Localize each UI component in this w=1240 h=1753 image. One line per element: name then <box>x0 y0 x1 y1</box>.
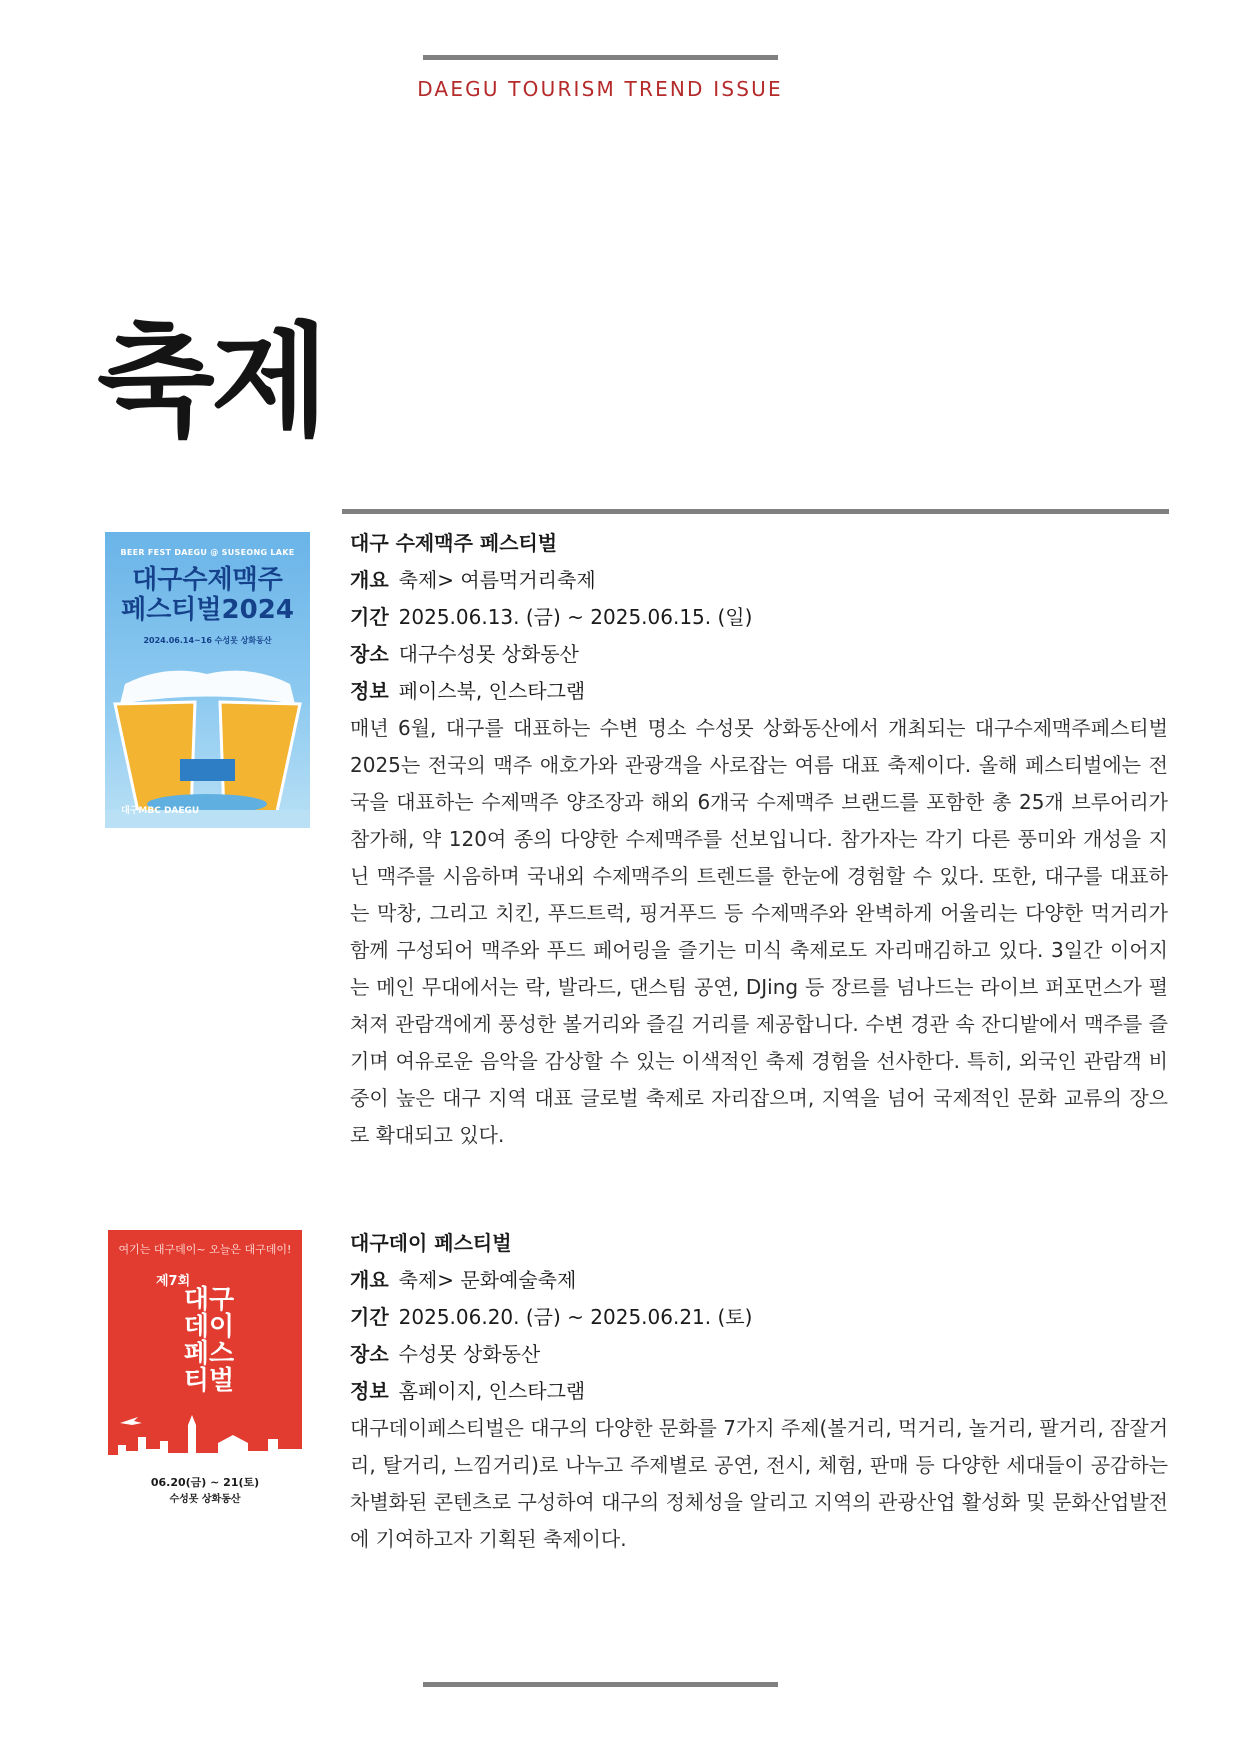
festival-description: 매년 6월, 대구를 대표하는 수변 명소 수성못 상화동산에서 개최되는 대구수제맥주페스티벌 2025는 전국의 맥주 애호가와 관광객을 사로잡는 여름 대표 축제이다. 올해 페스티벌에는 전국을 대표하는 수제맥주 양조장과 해외 6개국 수제맥주 브랜드를 포함한 총 25개 브루어리가 참가해, 약 120여 종의 다양한 수제맥주를 선보입니다. 참가자는 각기 다른 풍미와 개성을 지닌 맥주를 시음하며 국내외 수제맥주의 트렌드를 한눈에 경험할 수 있다. 또한, 대구를 대표하는 막창, 그리고 치킨, 푸드트럭, 핑거푸드 등 수제맥주와 완벽하게 어울리는 다양한 먹거리가 함께 구성되어 맥주와 푸드 페어링을 즐기는 미식 축제로도 자리매김하고 있다. 3일간 이어지는 메인 무대에서는 락, 발라드, 댄스팀 공연, DJing 등 장르를 넘나드는 라이브 퍼포먼스가 펼쳐져 관람객에게 풍성한 볼거리와 즐길 거리를 제공합니다. 수변 경관 속 잔디밭에서 맥주를 즐기며 여유로운 음악을 감상할 수 있는 이색적인 축제 경험을 선사한다. 특히, 외국인 관람객 비중이 높은 대구 지역 대표 글로벌 축제로 자리잡으며, 지역을 넘어 국제적인 문화 교류의 장으로 확대되고 있다. <box>350 716 1168 1147</box>
poster-top-text: BEER FEST DAEGU @ SUSEONG LAKE <box>120 548 295 557</box>
overview-value: 축제> 문화예술축제 <box>398 1268 577 1292</box>
poster-title-line: 대구수제맥주 <box>132 565 283 595</box>
section-title: 축제 <box>97 311 325 453</box>
poster-title-line: 데이 <box>183 1312 235 1342</box>
period-value: 2025.06.20. (금) ~ 2025.06.21. (토) <box>398 1305 753 1329</box>
beer-festival-poster-image <box>105 532 310 828</box>
issue-header: DAEGU TOURISM TREND ISSUE <box>417 77 783 101</box>
info-label: 정보 <box>350 679 389 703</box>
period-label: 기간 <box>350 1305 389 1329</box>
overview-value: 축제> 여름먹거리축제 <box>398 568 596 592</box>
poster-date: 2024.06.14~16 수성못 상화동산 <box>143 636 272 645</box>
overview-row <box>350 562 1168 599</box>
festival-entry <box>350 1225 1168 1558</box>
period-value: 2025.06.13. (금) ~ 2025.06.15. (일) <box>398 605 753 629</box>
festival-name: 대구 수제맥주 페스티벌 <box>350 531 558 555</box>
poster-edition: 제7회 <box>156 1274 191 1289</box>
daegu-day-festival-poster-image <box>108 1230 302 1526</box>
info-value: 홈페이지, 인스타그램 <box>398 1379 586 1403</box>
info-value: 페이스북, 인스타그램 <box>398 679 586 703</box>
place-row <box>350 636 1168 673</box>
overview-row <box>350 1262 1168 1299</box>
section-divider <box>342 509 1169 514</box>
info-row <box>350 673 1168 710</box>
poster-title-line: 티벌 <box>183 1366 235 1396</box>
period-label: 기간 <box>350 605 389 629</box>
festival-name: 대구데이 페스티벌 <box>350 1231 512 1255</box>
info-label: 정보 <box>350 1379 389 1403</box>
overview-label: 개요 <box>350 1268 389 1292</box>
place-row <box>350 1336 1168 1373</box>
poster-title-line: 페스 <box>183 1339 235 1369</box>
period-row <box>350 1299 1168 1336</box>
beer-glasses-illustration <box>105 644 310 828</box>
place-label: 장소 <box>350 642 389 666</box>
top-divider <box>423 55 778 60</box>
poster-title <box>154 1287 264 1395</box>
place-value: 대구수성못 상화동산 <box>398 642 579 666</box>
place-value: 수성못 상화동산 <box>398 1342 541 1366</box>
place-label: 장소 <box>350 1342 389 1366</box>
bottom-divider <box>423 1682 778 1687</box>
poster-title <box>105 565 310 625</box>
poster-venue: 수성못 상화동산 <box>169 1494 241 1505</box>
poster-footer: 대구MBC DAEGU <box>121 806 200 816</box>
poster-top-text: 여기는 대구데이~ 오늘은 대구데이! <box>118 1243 292 1256</box>
period-row <box>350 599 1168 636</box>
festival-entry <box>350 525 1168 1154</box>
festival-description: 대구데이페스티벌은 대구의 다양한 문화를 7가지 주제(볼거리, 먹거리, 놀거리, 팔거리, 잠잘거리, 탈거리, 느낌거리)로 나누고 주제별로 공연, 전시, 체험, 판매 등 다양한 세대들이 공감하는 차별화된 콘텐츠로 구성하여 대구의 정체성을 알리고 지역의 관광산업 활성화 및 문화산업발전에 기여하고자 기획된 축제이다. <box>350 1416 1169 1551</box>
poster-title-line: 대구 <box>183 1285 235 1315</box>
poster-title-line: 페스티벌2024 <box>121 595 294 625</box>
info-row <box>350 1373 1168 1410</box>
overview-label: 개요 <box>350 568 389 592</box>
poster-date: 06.20(금) ~ 21(토) <box>150 1476 260 1489</box>
